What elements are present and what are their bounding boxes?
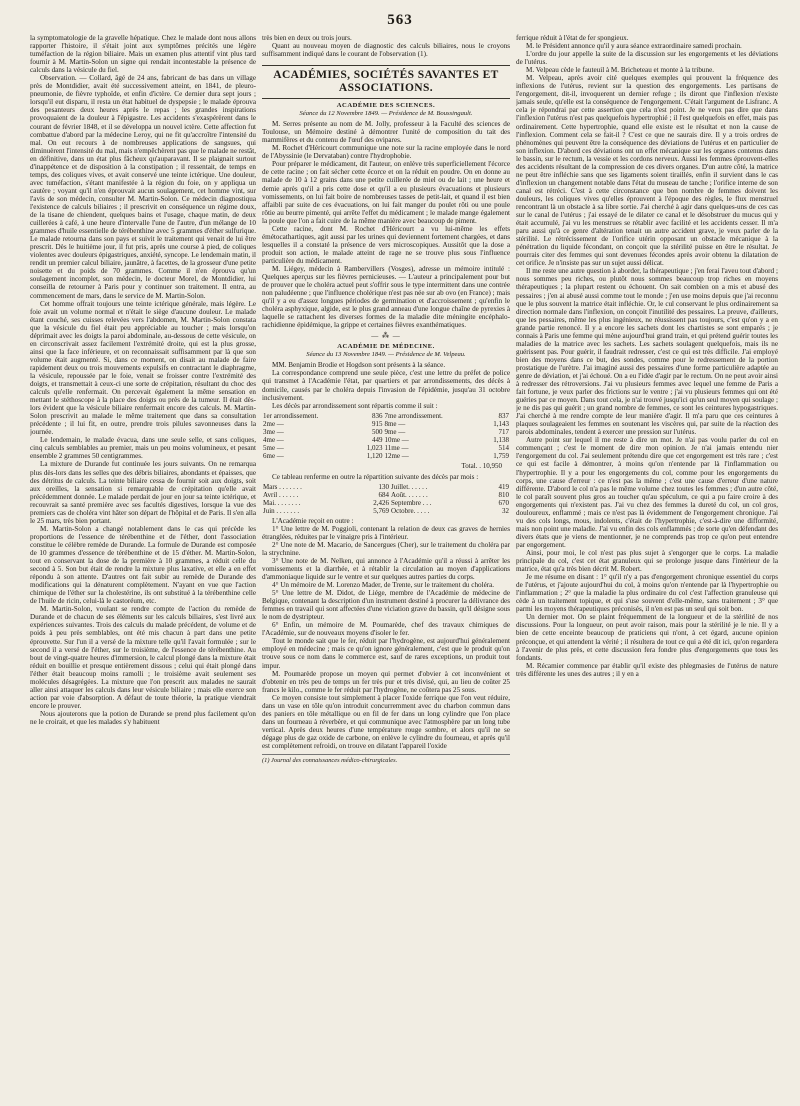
paragraph: M. Serres présente au nom de M. Jolly, professeur à la Faculté des sciences de Toulouse, un Mémoire destiné à démontrer l'unité de composition du tait des mammifères et du contenu de l'œuf des ovipares. xyxy=(262,120,510,145)
table-row xyxy=(262,436,510,444)
paragraph: La mixture de Durande fut continuée les jours suivants. On ne remarqua plus dès-lors dans les selles que des débris biliaires, abondants et épaisses, que des détritus de calculs. La teinte biliaire cessa de fournir soit aux doigts, soit aux oreilles, la sensation si remarquable de crépitation qu'elle avait précédemment donnée. Le malade perdait de jour en jour sa teinte ictérique, et recouvrait sa santé première avec ses facultés digestives, lorsque la vue des premiers cas de choléra vint hâter son départ de l'hôpital et de Paris. Il s'en alla le 25 mars, très bien portant. xyxy=(30,460,256,525)
paragraph: M. Poumarède propose un moyen qui permet d'obvier à cet inconvénient et d'obtenir en très peu de temps un fer très pur et très divisé, qui, au lieu de coûter 25 francs le kilo., comme le fer réduit par l'hydrogène, ne coûtera pas 25 sous. xyxy=(262,669,510,694)
paragraph: M. Rochet d'Héricourt communique une note sur la racine employée dans le nord de l'Abyssinie (le Dervataban) contre l'hydrophobie. xyxy=(262,144,510,161)
table-cell: 684 xyxy=(378,490,390,499)
paragraph: Ce moyen consiste tout simplement à placer l'oxide ferrique que l'on veut réduire, dans un vase en tôle qu'on introduit concurremment avec du charbon commun dans des paniers en tôle métallique ou en fil de fer dans un long cylindre que l'on place dans un fourneau à réverbère, et qui communique avec l'atmosphère par un long tube vertical. Après deux heures d'une température rouge sombre, et alors qu'il ne se dégage plus de gaz oxide de carbone, on enlève le cylindre du fourneau, et après qu'il est complètement refroidi, on trouve en dilatant l'appareil l'oxide xyxy=(262,693,510,750)
table-cell: 11me — xyxy=(384,443,409,452)
academy-medecine-heading: ACADÉMIE DE MÉDECINE. xyxy=(337,343,435,351)
paragraph: M. Récamier commence par établir qu'il existe des phlegmasies de l'utérus de nature très différente les unes des autres ; il y en a xyxy=(516,661,778,678)
table-cell: 514 xyxy=(498,443,509,452)
paragraph: 3° Une note de M. Nelken, qui annonce à l'Académie qu'il a réussi à arrêter les vomissements et la diarrhée, et à rétablir la circulation au moyen d'applications d'ammoniaque liquide sur le ventre et sur quelques autres parties du corps. xyxy=(262,556,510,582)
table-cell: 8me — xyxy=(384,419,406,428)
paragraph: Ainsi, pour moi, le col n'est pas plus sujet à s'engorger que le corps. La maladie principale du col, c'est cet état granuleux qui se prolonge jusque dans l'intérieur de la matrice, état qu'a très bien décrit M. Robert. xyxy=(516,549,778,574)
table-cell: 7me arrondissement. xyxy=(384,411,443,420)
table-cell: 2me — xyxy=(263,419,284,428)
academy-sciences-heading: ACADÉMIE DES SCIENCES. xyxy=(336,102,436,110)
table-cell: 1,759 xyxy=(493,451,509,460)
paragraph: L'Académie reçoit en outre : xyxy=(272,516,354,525)
table-cell: 670 xyxy=(498,498,509,507)
table-cell: 6me — xyxy=(263,451,284,460)
table-cell: 9me — xyxy=(384,427,406,436)
paragraph: ferrique réduit à l'état de fer spongieux. xyxy=(516,34,629,42)
table-cell: Avril . . . . . . xyxy=(263,490,299,499)
paragraph: L'ordre du jour appelle la suite de la discussion sur les engorgements et les déviations de l'utérus. xyxy=(516,50,778,67)
deaths-by-month-table xyxy=(262,483,510,515)
table-cell: 32 xyxy=(502,506,509,515)
table-cell: 4me — xyxy=(263,435,284,444)
paragraph: Tout le monde sait que le fer, réduit par l'hydrogène, est aujourd'hui généralement employé en médecine ; mais ce qu'on ignore généralement, c'est que le produit qu'on trouve sous ce nom dans le commerce est, sauf de rares exceptions, un produit tout impur. xyxy=(262,637,510,670)
column-1 xyxy=(30,34,256,1098)
page-number: 563 xyxy=(387,12,413,28)
paragraph: Le lendemain, le malade évacua, dans une seule selle, et sans coliques, cinq calculs semblables au premier, mais un peu moins volumineux, et pesant ensemble 2 grammes 50 centigrammes. xyxy=(30,436,256,461)
section-headline: ACADÉMIES, SOCIÉTÉS SAVANTES ET ASSOCIATIONS. xyxy=(262,65,510,99)
ornament-divider: — ⁂ — xyxy=(371,332,401,341)
table-row xyxy=(262,499,510,507)
table-cell: 1,138 xyxy=(493,435,509,444)
paragraph: 6° Enfin, un mémoire de M. Poumarède, chef des travaux chimiques de l'Académie, sur de nouveaux moyens d'isoler le fer. xyxy=(262,621,510,638)
paragraph: 1° Une lettre de M. Poggioli, contenant la relation de deux cas graves de hernies étranglées, réduites par le vinaigre pris à l'intérieur. xyxy=(262,524,510,541)
paragraph: Un dernier mot. On se plaint fréquemment de la longueur et de la stérilité de nos discussions. Pour la longueur, on peut avoir raison, mais pour la stérilité je le nie. Il y a bien de cette enceinte beaucoup de praticiens qui n'ont, à cet égard, aucune opinion préconçue, et qui attendent la vérité ; il résultera de tout ce qui a été dit ici, qu'on regardera à l'avenir de plus près, et cette discussion fera fondre plus d'engorgements que tous les fondants. xyxy=(516,613,778,662)
paragraph: Cette racine, dont M. Rochet d'Héricourt a vu lui-même les effets émétocathartiques, agit aussi par les urines qui deviennent fortement chargées, et dans lesquelles il a constaté la présence de vers microscopiques. Aussitôt que la dose a produit son action, le malade atteint de rage ne se trouve plus sous l'influence particulière du médicament. xyxy=(262,224,510,265)
deaths-total: Total. . 10,950 xyxy=(461,461,502,470)
table-row xyxy=(262,483,510,491)
session-meta: Séance du 12 Novembre 1849. — Présidence de M. Boussingault. xyxy=(299,110,473,118)
table-cell: Septembre . . . xyxy=(391,498,432,507)
paragraph: M. Martin-Solon, voulant se rendre compte de l'action du remède de Durande et de chacun de ses éléments sur les calculs biliaires, s'est livré aux expériences suivantes. Trois des calculs du malade précédent, de volume et de poids à peu près semblables, ont été mis chacun à part dans une petite éprouvette. Sur l'un il a versé de la mixture telle qu'il l'avait formulée ; sur le second il a versé de l'éther, sur le troisième, de l'essence de térébenthine. Au bout de vingt-quatre heures d'immersion, le calcul plongé dans la mixture était réduit en bouillie et presque entièrement dissous ; celui qui était plongé dans l'éther était beaucoup moins ramolli ; le troisième avait seulement ses molécules désagrégées. La mixture que l'on prescrit aux malades ne saurait aller ainsi attaquer les calculs dans leur vésicule biliaire ; mais elle exerce son action par voie d'absorption. A défaut de toute théorie, la pratique viendrait encore le prouver. xyxy=(30,605,256,710)
table-row xyxy=(262,412,510,420)
table-cell: 717 xyxy=(498,427,509,436)
table-cell: 449 xyxy=(371,435,383,444)
paragraph: Ce tableau renferme en outre la répartition suivante des décès par mois : xyxy=(272,472,479,481)
table-cell: 1,120 xyxy=(366,451,383,460)
table-cell: 1er arrondissement. xyxy=(263,411,319,420)
paragraph: M. le Président annonce qu'il y aura séance extraordinaire samedi prochain. xyxy=(526,42,742,51)
table-cell: Août. . . . . . . xyxy=(391,490,428,499)
table-cell: 1,143 xyxy=(493,419,509,428)
table-cell: 10me — xyxy=(384,435,409,444)
column-2 xyxy=(262,34,510,1098)
table-cell: Mars . . . . . . . xyxy=(263,482,302,491)
table-cell: 2,426 xyxy=(373,498,390,507)
paragraph: Quant au nouveau moyen de diagnostic des calculs biliaires, nous le croyons suffisamment indiqué dans le courant de l'observation (1). xyxy=(262,42,510,59)
paragraph: M. Liégey, médecin à Rambervillers (Vosges), adresse un mémoire intitulé : Quelques aperçus sur les fièvres pernicieuses. — L'auteur a principalement pour but de prouver que le choléra actuel peut s'offrir sous le type intermittent dans une contrée non paludéenne ; que l'influence cholérique n'est pas née sur ab ovo (en France) ; mais qu'il y a eu d'assez longues périodes de germination et d'accroissement ; qu'enfin le choléra asphyxique, algide, est le plus grand anneau d'une longue chaîne de pyrexies à laquelle se rattachent les diverses formes de la maladie dite méningite encéphalo-rachidienne épidémique, la grippe et certaines fièvres exanthématiques. xyxy=(262,264,510,330)
table-cell: Juin . . . . . . . xyxy=(263,506,300,515)
paragraph: Il me reste une autre question à aborder, la thérapeutique ; j'en ferai l'aveu tout d'abord ; nous sommes peu riches, ou plutôt nous sommes beaucoup trop riches en moyens thérapeutiques ; la plupart restent ou échouent. On sait combien on a mis et abusé des pessaires ; j'en ai abusé aussi comme tout le monde ; j'en use moins depuis que j'ai reconnu que le plus souvent la matrice était infléchie. Or, le cul conservant le plus ordinairement sa direction normale dans l'inflexion, on conçoit l'inutilité des pessaires. La preuve, d'ailleurs, que les pessaires, même les plus ingénieux, ne réussissent pas toujours, c'est qu'on y a en grande partie renoncé. Il y a encore les sachets dont les chartistes se sont emparés ; je connais à Paris une femme qui mène aujourd'hui grand train, et qui prétend guérir toutes les maladies de la matrice avec les sachets. Les sachets soulagent quelquefois, mais ils ne guérissent pas. Pour guérir, il faudrait redresser, c'est ce qui est très difficile. J'ai employé bien des moyens dans ce but, des sondes, comme pour le redressement de la portion prostatique de l'urètre. J'ai imaginé aussi des pessaires d'une forme particulière adaptée au genre de déviation, et j'ai échoué. On a eu l'idée d'agir par le rectum. On ne peut avoir ainsi à redresser des rétroversions. J'ai vu plusieurs femmes avec lequel une femme de Paris a fait fortune, je veux parler des frictions sur le ventre ; j'ai vu plusieurs femmes qui ont été guéries par ce moyen. Dans tout cela, je n'ai trouvé jusqu'ici qu'un seul moyen qui soulage ; je ne dis pas qui guérit ; un grand nombre de femmes, ce sont les ceintures hypogastriques. J'ai cherché à me rendre compte de leur manière d'agir. Il m'a paru que ces ceintures à plaques soulageaient les femmes en soutenant les viscères qui, par suite de la réaction des parois abdominales, tendent à exercer une pression sur l'utérus. xyxy=(516,267,778,437)
table-row xyxy=(262,420,510,428)
paragraph: très bien en deux ou trois jours. xyxy=(262,34,352,42)
table-row xyxy=(262,428,510,436)
paragraph: La correspondance comprend une seule pièce, c'est une lettre du préfet de police qui transmet à l'Académie l'état, par quartiers et par arrondissements, des décès à domicile, causés par le choléra depuis l'invasion de l'épidémie, jusqu'au 31 octobre inclusivement. xyxy=(262,369,510,402)
footnote: (1) Journal des connaissances médico-chirurgicales. xyxy=(262,754,510,765)
session-meta: Séance du 13 Novembre 1849. — Présidence de M. Velpeau. xyxy=(306,351,466,359)
table-cell: 915 xyxy=(371,419,383,428)
paragraph: la symptomatologie de la gravelle hépatique. Chez le malade dont nous allons rapporter l'histoire, il s'était joint aux symptômes précités une légère tuméfaction de la région biliaire. Mais un examen plus attentif vint plus tard fournir à M. Martin-Solon un signe qui rendait incontestable la présence de calculs dans la vésicule du fiel. xyxy=(30,34,256,75)
deaths-by-arrondissement-table xyxy=(262,412,510,460)
table-cell: 5me — xyxy=(263,443,284,452)
paragraph: 4° Un mémoire de M. Lorenzo Mader, de Trente, sur le traitement du choléra. xyxy=(272,581,495,590)
paragraph: M. Martin-Solon a changé notablement dans le cas qui précède les proportions de l'essence de térébenthine et de l'éther, dont l'association constitue le célèbre remède de Durande. La formule de Durande est composée de 10 grammes d'essence de térébenthine et de 15 d'éther. M. Martin-Solon, tout en conservant la dose de la première à 10 grammes, a réduit celle du second à 5. Son but était de rendre la mixture plus laxative, et elle a en effet répondu à son attente. D'autres ont fait subir au remède de Durande des modifications qui la dénaturent complètement. N'ayant en vue que l'action chimique de l'éther sur la cholestérine, ils ont substitué à la térébenthine celle de l'huile de ricin, celui-là le castoréum, etc. xyxy=(30,524,256,606)
paragraph: MM. Benjamin Brodie et Hogdson sont présents à la séance. xyxy=(272,361,446,370)
paragraph: Nous ajouterons que la potion de Durande se prend plus facilement qu'on ne le croirait, et que les malades s'y habituent xyxy=(30,709,256,726)
table-cell: 1,023 xyxy=(366,443,383,452)
table-cell: 837 xyxy=(498,411,509,420)
table-row xyxy=(262,491,510,499)
table-cell: 130 xyxy=(378,482,390,491)
paragraph: Je me résume en disant : 1° qu'il n'y a pas d'engorgement chronique essentiel du corps de l'utérus, et j'ajoute aujourd'hui du col, à moins qu'on n'entende par là l'hypertrophie ou l'inflammation ; 2° que la maladie la plus ordinaire du col c'est l'affection granuleuse qui cède à un traitement topique, et qui s'use souvent d'elle-même, sans traitement ; 3° que parmi les moyens thérapeutiques préconisés, il n'en est pas un seul qui soit bon. xyxy=(516,573,778,614)
table-row xyxy=(262,444,510,452)
column-3 xyxy=(516,34,778,1098)
paragraph: M. Velpeau cède le fauteuil à M. Bricheteau et monte à la tribune. xyxy=(526,66,715,75)
table-cell: Mai. . . . . . . . xyxy=(263,498,301,507)
table-cell: 5,769 xyxy=(373,506,390,515)
paragraph: Cet homme offrait toujours une teinte ictérique générale, mais légère. Le foie avait un volume normal et n'était le siège d'aucune douleur. Le malade étant couché, ses cuisses relevées vers l'abdomen, M. Martin-Solon constata que la vésicule du fiel était peu appréciable au toucher ; mais lorsqu'on déprimait avec les doigts la paroi abdominale, au-dessous de cette vésicule, on en circonscrivait assez facilement l'extrémité droite, qui est la plus grosse, ainsi que la face inférieure, et on reconnaissait suffisamment par là que son volume était augmenté. Si, dans ce moment, on disait au malade de faire rapidement deux ou trois mouvements expulsifs en contractant le diaphragme, la vésicule, repoussée par le foie, venait se froisser contre l'extrémité des doigts, et transmettait à ceux-ci une sorte de crépitation, résultant du choc des calculs qu'elle renfermait. On percevait également la même sensation en mettant le stéthoscope à la place des doigts ou près de la tumeur. Il était dès-lors évident que la vésicule biliaire renfermait encore des calculs. M. Martin-Solon prescrivit au malade le même traitement que dans sa consultation précédente ; il lui fit, en outre, prendre trois pilules savonneuses dans la journée. xyxy=(30,299,256,437)
table-cell: 3me — xyxy=(263,427,284,436)
paragraph: Les décès par arrondissement sont répartis comme il suit : xyxy=(272,401,438,410)
table-cell: 500 xyxy=(371,427,383,436)
paragraph: Pour préparer le médicament, dit l'auteur, on enlève très superficiellement l'écorce de cette racine ; on fait sécher cette écorce et on la réduit en poudre. On en donne au malade de 10 à 12 grains dans une petite cuillerée de miel ou de lait ; une heure et demie après qu'il a pris cette dose et qu'il a eu plusieurs évacuations et plusieurs vomissements, on lui fait boire de nombreuses tasses de petit-lait, et quand il est bien affaibli par suite de ces évacuations, on lui fait manger du poulet rôti ou une poule rôtie au beurre pimenté, qui arrête l'effet du médicament ; le malade mange également la poule que l'on a fait cuire de la même manière avec beaucoup de piment. xyxy=(262,160,510,225)
table-row xyxy=(262,452,510,460)
table-cell: 12me — xyxy=(384,451,409,460)
table-cell: Octobre. . . . . xyxy=(391,506,430,515)
paragraph: 5° Une lettre de M. Didot, de Liége, membre de l'Académie de médecine de Belgique, contenant la description d'un instrument destiné à procurer la délivrance des femmes en travail qui sont affectées d'une viciation grave du bassin, qu'il désigne sous le nom de dystripteur. xyxy=(262,589,510,622)
table-row xyxy=(262,507,510,515)
table-cell: 810 xyxy=(498,490,509,499)
paragraph: Observation. — Collard, âgé de 24 ans, fabricant de bas dans un village près de Montdidier, avait été successivement atteint, en 1841, de pleuro-pneumonie, de fièvre typhoïde, et enfin d'ictère. Ce dernier dura sept jours ; lorsqu'il eut disparu, il resta un état habituel de dyspepsie ; le malade éprouva des pesanteurs deux heures après le repas ; les grandes inspirations provoquaient de la douleur à l'épigastre. Les accidents s'exaspérèrent dans le courant de février 1848, et il se développa un nouvel ictère. Cette affection fut combattue d'abord par la médecine Leroy, qui ne fit qu'accroître l'intensité du mal. On eut recours à de nombreuses applications de sangsues, qui diminuèrent l'intensité du mal, mais n'empêchèrent pas que le malade ne restât, en définitive, dans un état plus fâcheux qu'auparavant. Il se plaignait surtout d'inappétence et de disposition à la constipation ; il ressentait, de temps en temps, des coliques vives, et avait conservé une teinte ictérique. Une douleur, avec tuméfaction, s'étant manifestée à la région du foie, on y appliqua un cautère ; voyant qu'il n'en éprouvait aucun soulagement, cet homme vint, sur l'avis de son médecin, consulter M. Martin-Solon. Ce médecin diagnostiqua l'existence de calculs biliaires ; il prescrivit en conséquence un régime doux, de la tisane de chiendent, quelques bains et l'usage, chaque matin, de deux cuillerées à café, à une heure d'intervalle l'une de l'autre, d'un mélange de 10 grammes d'huile essentielle de térébenthine avec 5 grammes d'éther sulfurique. Le malade retourna dans son pays et suivit le traitement qui venait de lui être prescrit. Dès le huitième jour, il fut pris, après une course à pied, de coliques violentes avec douleurs épigastriques, anxiété, syncope. Le lendemain matin, il rendit un premier calcul biliaire, jaunâtre, à facettes, de la grosseur d'une petite noisette et du poids de 70 grammes. Comme il n'en éprouva qu'un soulagement incomplet, son médecin, le docteur Morel, de Montdidier, lui conseilla de retourner à Paris pour y continuer son traitement. Il entra, au commencement de mars, dans le service de M. Martin-Solon. xyxy=(30,74,256,300)
paragraph: 2° Une note de M. Macario, de Sancergues (Cher), sur le traitement du choléra par la strychnine. xyxy=(262,540,510,557)
table-cell: 836 xyxy=(371,411,383,420)
table-cell: Juillet. . . . . . xyxy=(391,482,428,491)
paragraph: M. Velpeau, après avoir cité quelques exemples qui prouvent la fréquence des inflexions de l'utérus, revient sur la question des engorgements. Les partisans de l'engorgement, dit-il, invoquerent un dernier refuge ; ils diront que l'inflexion n'existe jamais seule, qu'elle est la conséquence de l'engorgement. C'était l'argument de Lisfranc. A cela je répondrai par cette assertion que cela n'est point. Je ne veux pas dire que dans l'inflexion l'utérus n'est pas quelquefois hypertrophié ; il l'est quelquefois en effet, mais pas ordinairement. Cette hypertrophie, quand elle existe est le résultat et non la cause de l'inflexion. Comment cela se fait-il ? C'est ce que ne saurais dire. Il y a trois ordres de phénomènes qui peuvent être la conséquence des déviations de l'utérus et en particulier de son inflexion. D'abord ces déviations ont un effet mécanique sur les organes contenus dans le bassin, sur le rectum, la vessie et les cordons nerveux. Aussi les femmes éprouvent-elles des accidents résultant de la compression de ces divers organes. D'un autre côté, la matrice ne peut être infléchie sans que ses ligaments soient tiraillés, enfin il survient dans le cas d'inflexion un changement notable dans l'état du museau de tanche ; l'orifice interne de son canal est rétréci. C'est à cette circonstance que bon nombre de femmes doivent les douleurs, les coliques vives qu'elles éprouvent à l'époque des règles, le flux menstruel rencontrant là un obstacle à sa libre sortie. J'ai cherché à agir dans quelques-uns de ces cas sur le canal de l'utérus ; j'ai essayé de le dilater ce canal et le désobstruer du mucus qui y était accumulé, j'ai vu les menstrues se rétablir avec facilité et les accidents cesser. Il m'a paru aussi qu'à ce genre d'altération tenait un autre accident grave, je veux parler de la stérilité. Le rétrécissement de l'orifice utérin opposant un obstacle mécanique à la pénétration du liquide fécondant, on conçoit que la stérilité puisse en être le résultat. Je pourrais citer des femmes qui sont devenues fécondes après avoir obtenu la dilatation de cet orifice. Je n'insiste pas sur un sujet aussi délicat. xyxy=(516,74,778,268)
paragraph: Autre point sur lequel il me reste à dire un mot. Je n'ai pas voulu parler du col en commençant ; c'est le moment de dire mon opinion. Je n'ai jamais entendu nier l'engorgement du col. J'ai seulement prétendu dire que cet engorgement est très rare ; c'est ce qui est facile à démontrer, à moins qu'on n'entende par là l'inflammation ou l'hypertrophie. Il y a pour les engorgements du col, comme pour les engorgements du corps, une cause d'erreur : ce n'est pas la même ; c'est une cause d'erreur d'une nature différente. D'abord le col n'a pas le même volume chez toutes les femmes ; d'un autre côté, le col paraît souvent plus gros au toucher qu'au spéculum, ce qui a pu faire croire à des engorgements qui n'existent pas. J'ai vu chez des femmes la dureté du col, un col gros, douloureux, enflammé ; mais ce n'est pas là évidemment de l'engorgement chronique. J'ai vu des cols longs, mous, indolents, c'était de l'hypertrophie, c'est-à-dire une difformité, mais non point une maladie. J'ai vu enfin des cols enflammés ; de sorte qu'en défendant des divers états que je viens de mentionner, je ne comprends pas trop ce qu'on peut entendre par engorgement. xyxy=(516,436,778,549)
table-cell: 419 xyxy=(498,482,509,491)
